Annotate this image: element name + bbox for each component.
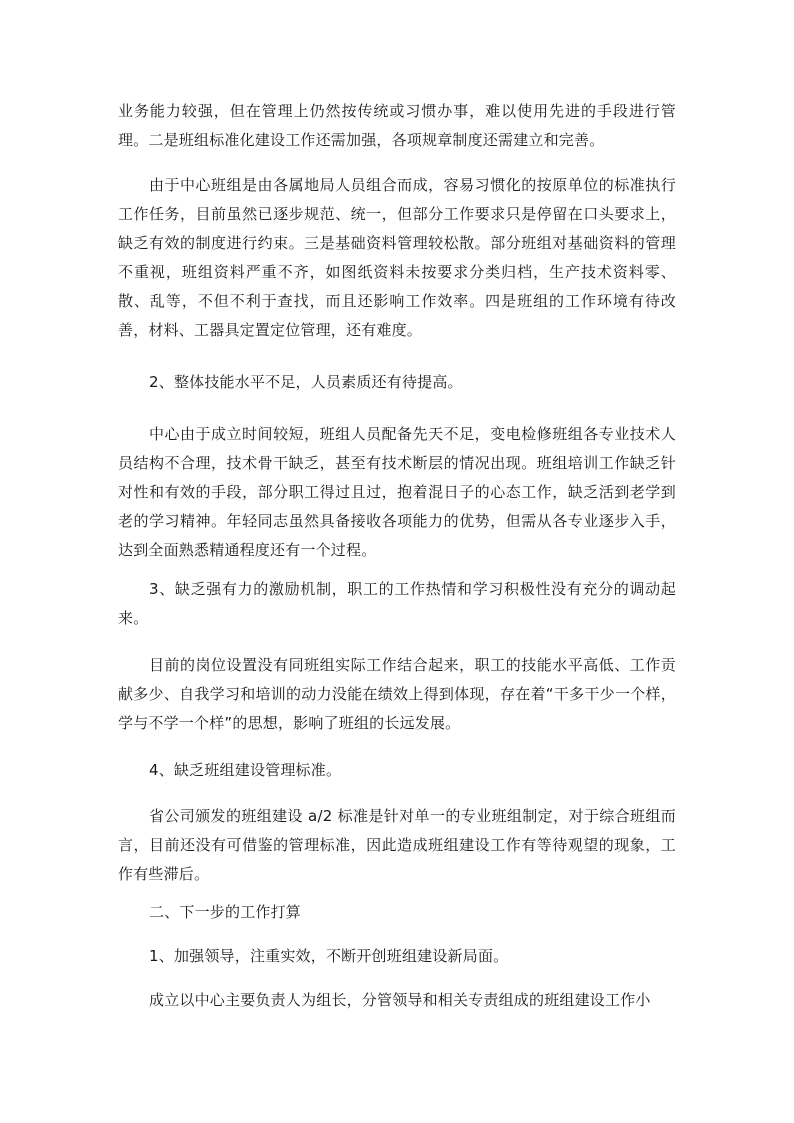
section-heading-4: 4、缺乏班组建设管理标准。: [149, 761, 342, 779]
paragraph-11: 成立以中心主要负责人为组长，分管领导和相关专责组成的班组建设工作小: [149, 991, 651, 1009]
section-heading-3: 3、缺乏强有力的激励机制，职工的工作热情和学习积极性没有充分的调动起来。: [118, 580, 676, 627]
paragraph-1: 业务能力较强，但在管理上仍然按传统或习惯办事，难以使用先进的手段进行管理。二是班组标准化建设工作还需加强，各项规章制度还需建立和完善。: [118, 102, 676, 149]
paragraph-8: 省公司颁发的班组建设 a/2 标准是针对单一的专业班组制定，对于综合班组而言，目前还没有可借鉴的管理标准，因此造成班组建设工作有等待观望的现象，工作有些滞后。: [118, 807, 676, 883]
paragraph-6: 目前的岗位设置没有同班组实际工作结合起来，职工的技能水平高低、工作贡献多少、自我学习和培训的动力没能在绩效上得到体现，存在着“干多干少一个样，学与不学一个样”的思想，影响了班组的长远发展。: [118, 656, 676, 732]
section-heading-2: 2、整体技能水平不足，人员素质还有待提高。: [149, 373, 463, 391]
chapter-heading: 二、下一步的工作打算: [149, 903, 302, 921]
paragraph-4: 中心由于成立时间较短，班组人员配备先天不足，变电检修班组各专业技术人员结构不合理，技术骨干缺乏，甚至有技术断层的情况出现。班组培训工作缺乏针对性和有效的手段，部分职工得过且过，抱着混日子的心态工作，缺乏活到老学到老的学习精神。年轻同志虽然具备接收各项能力的优势，但需从各专业逐步入手，达到全面熟悉精通程度还有一个过程。: [118, 425, 676, 559]
section-heading-1: 1、加强领导，注重实效，不断开创班组建设新局面。: [149, 947, 509, 965]
paragraph-2: 由于中心班组是由各属地局人员组合而成，容易习惯化的按原单位的标准执行工作任务，目前虽然已逐步规范、统一，但部分工作要求只是停留在口头要求上，缺乏有效的制度进行约束。三是基础资料管理较松散。部分班组对基础资料的管理不重视，班组资料严重不齐，如图纸资料未按要求分类归档，生产技术资料零、散、乱等，不但不利于查找，而且还影响工作效率。四是班组的工作环境有待改善，材料、工器具定置定位管理，还有难度。: [118, 176, 676, 339]
